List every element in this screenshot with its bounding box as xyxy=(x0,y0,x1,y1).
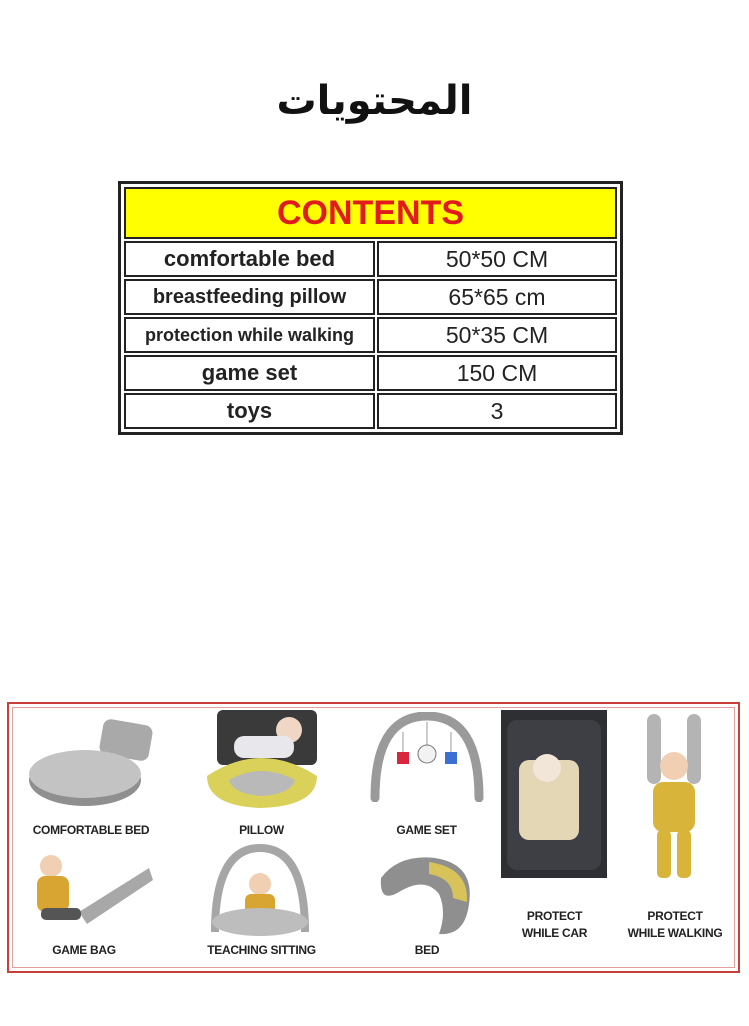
size-cell: 65*65 cm xyxy=(377,279,617,315)
item-cell: protection while walking xyxy=(124,317,375,353)
item-cell: game set xyxy=(124,355,375,391)
contents-table xyxy=(118,181,623,435)
label-game-bag: GAME BAG xyxy=(52,943,116,957)
size-cell: 50*50 CM xyxy=(377,241,617,277)
label-protect-car-line2: WHILE CAR xyxy=(521,926,588,940)
size-cell: 3 xyxy=(377,393,617,429)
teaching-sitting-image xyxy=(205,842,315,940)
protect-car-image xyxy=(501,710,607,878)
label-protect-walk-line2: WHILE WALKING xyxy=(627,926,723,940)
label-protect-walk-line1: PROTECT xyxy=(647,909,703,923)
game-set-image xyxy=(367,712,487,802)
table-row xyxy=(124,355,617,391)
label-protect-walk xyxy=(615,908,735,942)
table-row xyxy=(124,241,617,277)
item-cell: toys xyxy=(124,393,375,429)
label-protect-car xyxy=(497,908,612,942)
item-cell: breastfeeding pillow xyxy=(124,279,375,315)
label-teaching-sitting: TEACHING SITTING xyxy=(207,943,316,957)
pillow-image xyxy=(199,710,324,812)
label-comfortable-bed: COMFORTABLE BED xyxy=(32,823,150,837)
label-bed: BED xyxy=(414,943,440,957)
label-pillow: PILLOW xyxy=(239,823,284,837)
bed-image xyxy=(369,852,479,940)
products-banner xyxy=(7,702,740,973)
page-title: المحتويات xyxy=(276,78,473,124)
size-cell: 50*35 CM xyxy=(377,317,617,353)
protect-walk-image xyxy=(629,714,719,890)
comfortable-bed-image xyxy=(23,712,163,812)
table-row xyxy=(124,317,617,353)
size-cell: 150 CM xyxy=(377,355,617,391)
label-game-set: GAME SET xyxy=(396,823,457,837)
game-bag-image xyxy=(29,852,154,932)
table-row xyxy=(124,279,617,315)
label-protect-car-line1: PROTECT xyxy=(526,909,583,923)
item-cell: comfortable bed xyxy=(124,241,375,277)
contents-header: CONTENTS xyxy=(124,187,617,239)
table-row xyxy=(124,393,617,429)
